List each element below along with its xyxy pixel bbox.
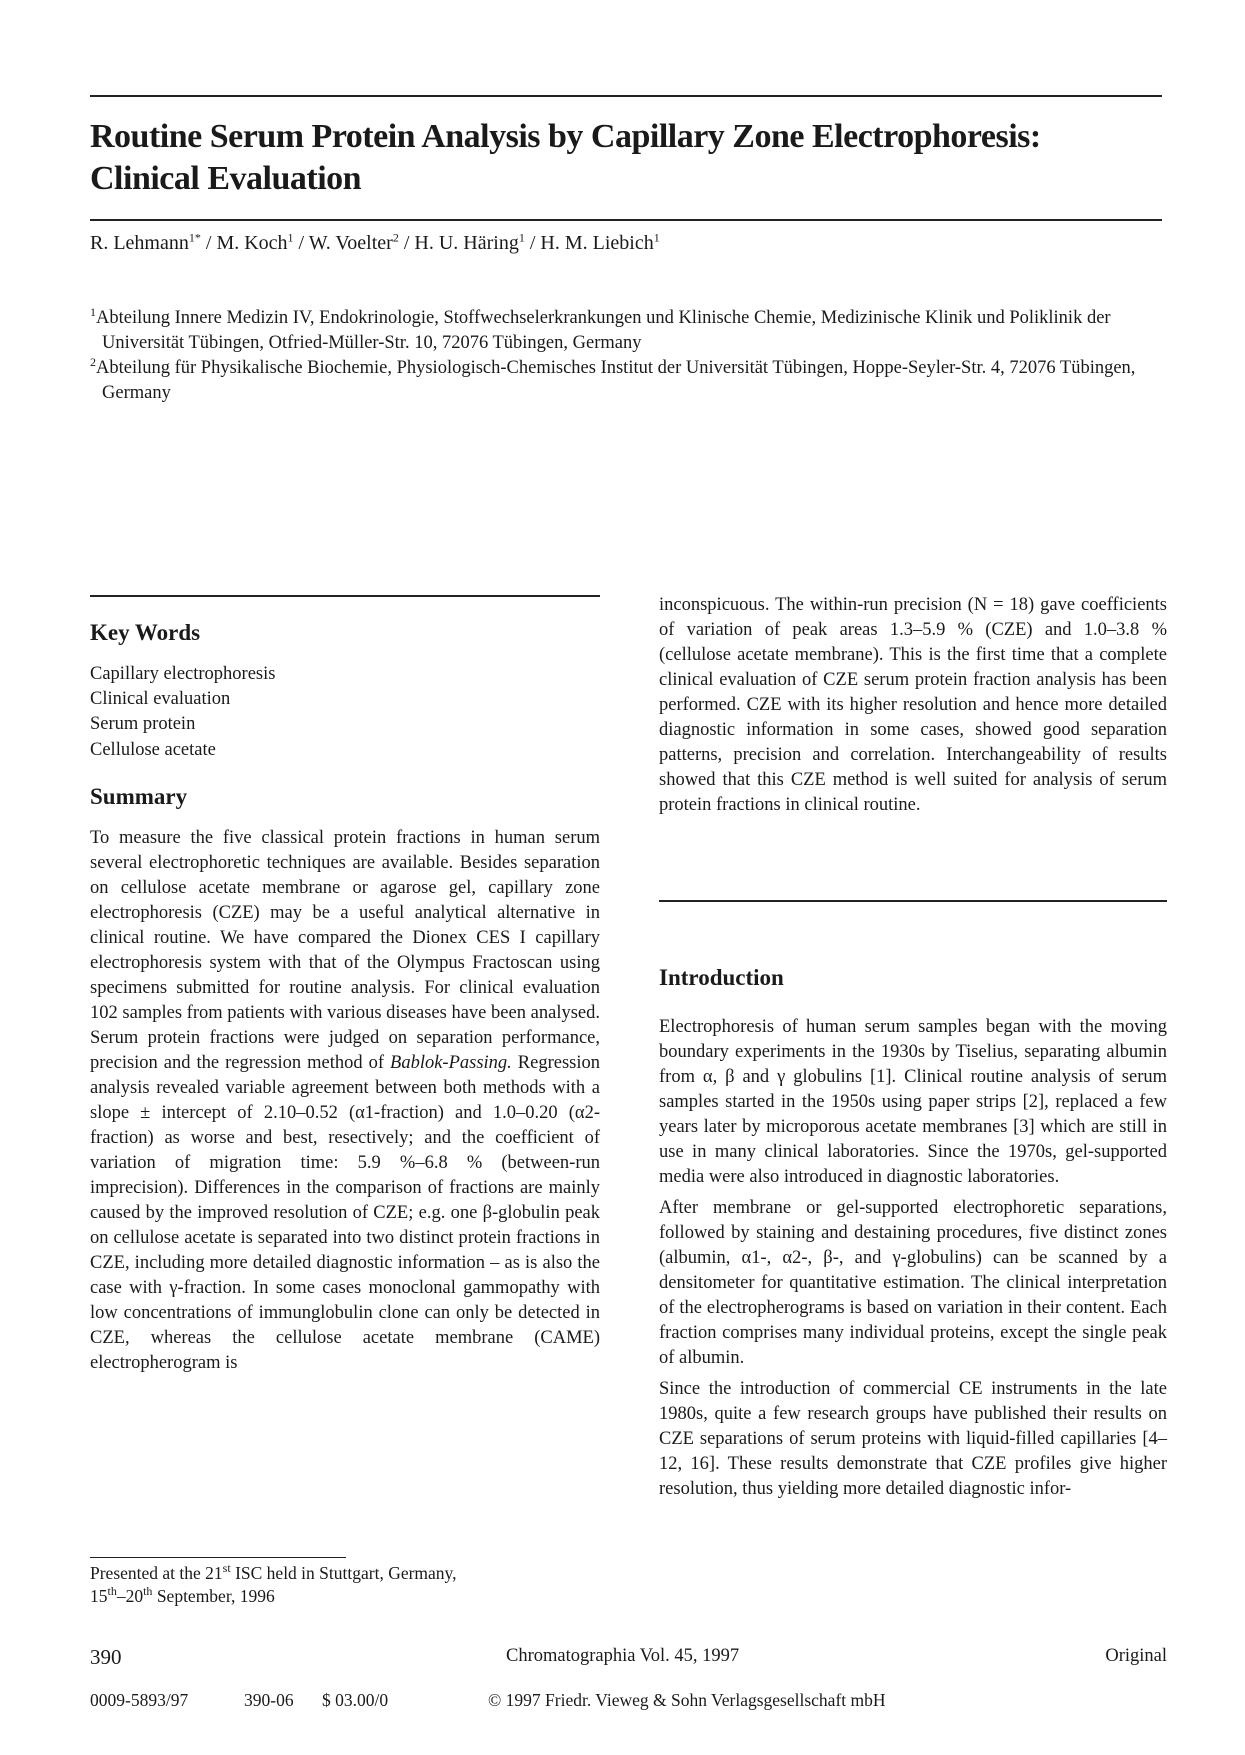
issn: 0009-5893/97 xyxy=(90,1690,189,1710)
top-rule xyxy=(90,95,1162,97)
affiliation: $^2$Abteilung für Physikalische Biochemie, Physiologisch-Chemisches Institut der Universität Tübingen, Hoppe-Seyler-Str. 4, 72076 Tübingen, Germany xyxy=(90,354,1136,403)
keyword: Clinical evaluation xyxy=(90,689,231,710)
keywords-list xyxy=(90,662,275,763)
price: $ 03.00/0 xyxy=(322,1690,389,1710)
keyword: Cellulose acetate xyxy=(90,739,216,760)
paragraph: After membrane or gel-supported electrophoretic separations, followed by staining and destaining procedures, five distinct zones (albumin, α1-, α2-, β-, and γ-globulins) can be scanned by a densitometer for quantitative estimation. The clinical interpretation of the electropherograms is based on variation in their content. Each fraction comprises many individual proteins, except the single peak of albumin. xyxy=(659,1198,1167,1368)
author: H. U. Häring xyxy=(414,232,519,254)
paragraph: Electrophoresis of human serum samples began with the moving boundary experiments in the 1930s by Tiselius, separating albumin from α, β and γ globulins [1]. Clinical routine analysis of serum samples started in the 1950s using paper strips [2], replaced a few years later by microporous acetate membranes [3] which are still in use in many clinical laboratories. Since the 1970s, gel-supported media were also introduced in diagnostic laboratories. xyxy=(659,1017,1167,1187)
keywords-heading: Key Words xyxy=(90,620,201,645)
affiliation: $^1$Abteilung Innere Medizin IV, Endokrinologie, Stoffwechselerkrankungen und Klinische Chemie, Medizinische Klinik und Poliklinik der Universität Tübingen, Otfried-Müller-Str. 10, 72076 Tübingen, Germany xyxy=(90,304,1111,353)
footnote-rule xyxy=(90,1557,346,1558)
page-number: 390 xyxy=(90,1645,122,1669)
keyword: Serum protein xyxy=(90,714,196,735)
author: M. Koch xyxy=(216,232,288,254)
keyword: Capillary electrophoresis xyxy=(90,664,276,684)
summary-text: To measure the five classical protein fractions in human serum several electrophoretic techniques are available. Besides separation on cellulose acetate membrane or agarose gel, capillary zone electrophoresis (CZE) may be a useful analytical alternative in clinical routine. We have compared the Dionex CES I capillary electrophoresis system with that of the Olympus Fractoscan using specimens submitted for routine analysis. For clinical evaluation 102 samples from patients with various diseases have been analysed. Serum protein fractions were judged on separation performance, precision and the regression method of Bablok-Passing. Regression analysis revealed variable agreement between both methods with a slope ± intercept of 2.10–0.52 (α1-fraction) and 1.0–0.20 (α2-fraction) as worse and best, resectively; and the coefficient of variation of migration time: 5.9 %–6.8 % (between-run imprecision). Differences in the comparison of fractions are mainly caused by the improved resolution of CZE; e.g. one β-globulin peak on cellulose acetate is separated into two distinct protein fractions in CZE, including more detailed diagnostic information – as is also the case with γ-fraction. In some cases monoclonal gammopathy with low concentrations of immunglobulin clone can only be detected in CZE, whereas the cellulose acetate membrane (CAME) electropherogram is xyxy=(90,828,600,1373)
author: W. Voelter xyxy=(308,232,393,254)
footnote: Presented at the 21st ISC held in Stuttgart, Germany, 15th–20th September, 1996 xyxy=(90,1561,457,1606)
paper-title: Routine Serum Protein Analysis by Capillary Zone Electrophoresis: Clinical Evaluation xyxy=(90,118,1041,197)
introduction-text xyxy=(659,1015,1167,1508)
author: R. Lehmann xyxy=(90,232,189,254)
article-type: Original xyxy=(1105,1646,1167,1666)
article-code: 390-06 xyxy=(244,1690,294,1710)
introduction-heading: Introduction xyxy=(659,965,784,990)
introduction-rule xyxy=(659,900,1167,902)
journal-name: Chromatographia Vol. 45, 1997 xyxy=(506,1646,740,1666)
keywords-rule xyxy=(90,595,600,597)
paragraph: Since the introduction of commercial CE instruments in the late 1980s, quite a few research groups have published their results on CZE separations of serum proteins with liquid-filled capillaries [4–12, 16]. These results demonstrate that CZE profiles give higher resolution, thus yielding more detailed diagnostic infor- xyxy=(659,1379,1167,1499)
author: H. M. Liebich xyxy=(540,232,654,254)
summary-continued: inconspicuous. The within-run precision (N = 18) gave coefficients of variation of peak areas 1.3–5.9 % (CZE) and 1.0–3.8 % (cellulose acetate membrane). This is the first time that a complete clinical evaluation of CZE serum protein fraction analysis has been performed. CZE with its higher resolution and hence more detailed diagnostic information in some cases, showed good separation patterns, precision and correlation. Interchangeability of results showed that this CZE method is well suited for analysis of serum protein fractions in clinical routine. xyxy=(659,595,1167,815)
author-list: R. Lehmann$^{1*}$ / M. Koch$^1$ / W. Voelter$^2$ / H. U. Häring$^1$ / H. M. Liebich$^1$ xyxy=(90,230,660,254)
title-bottom-rule xyxy=(90,219,1162,221)
copyright: © 1997 Friedr. Vieweg & Sohn Verlagsgesellschaft mbH xyxy=(488,1690,886,1710)
summary-heading: Summary xyxy=(90,784,188,809)
affiliations xyxy=(90,306,1170,406)
